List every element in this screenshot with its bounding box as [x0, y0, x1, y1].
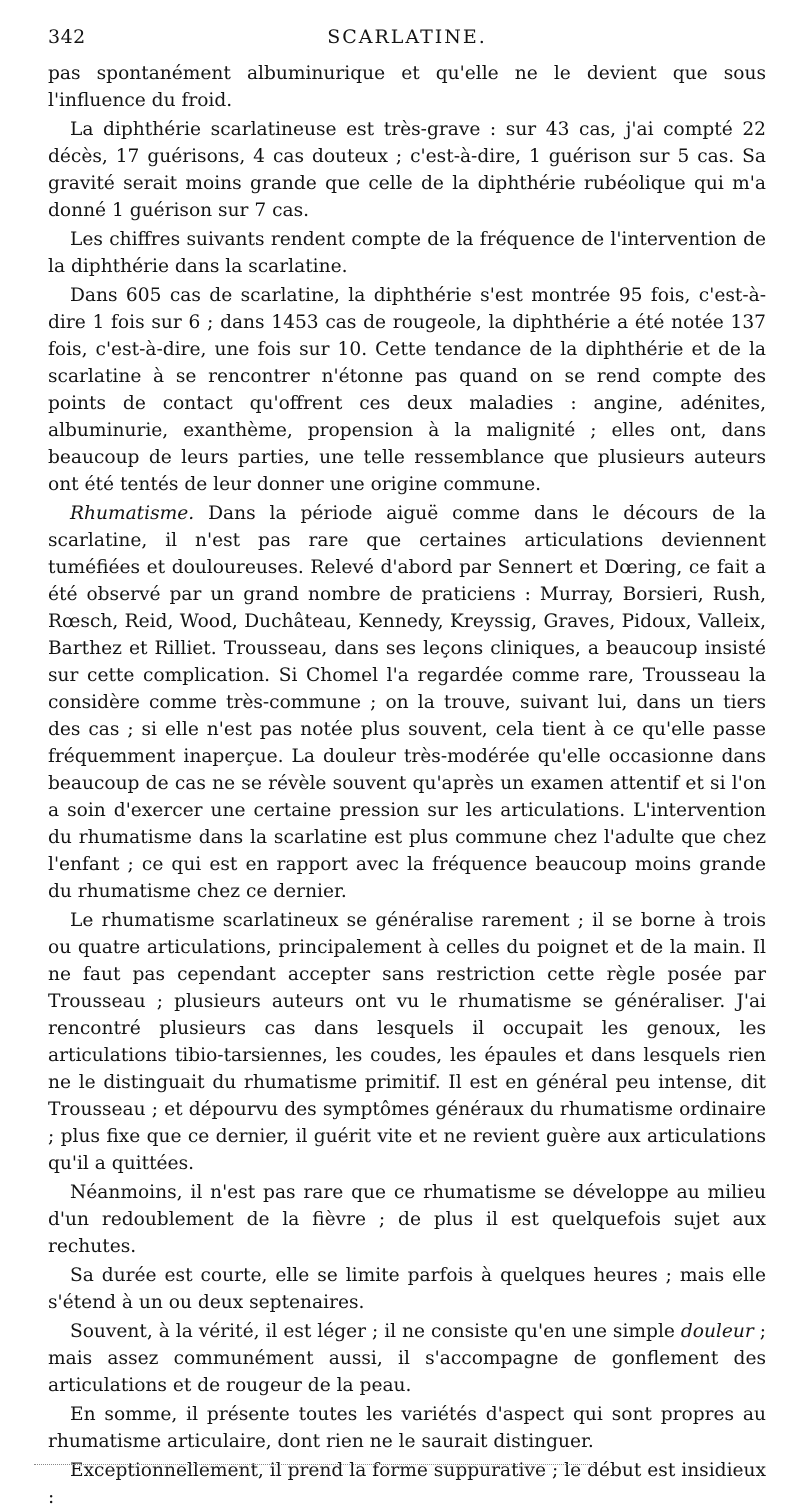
paragraph-rhumatisme: [48, 500, 766, 905]
section-heading-rhumatisme: Rhumatisme.: [70, 503, 195, 524]
paragraph-duree: Sa durée est courte, elle se limite parfois à quelques heures ; mais elle s'étend à un ou deux septenaires.: [48, 1265, 766, 1313]
running-head: SCARLATINE.: [327, 26, 487, 48]
page-number: 342: [48, 26, 86, 48]
italic-douleur: douleur: [680, 1321, 754, 1342]
paragraph-frequency-intro: Les chiffres suivants rendent compte de la fréquence de l'intervention de la diphthérie dans la scarlatine.: [48, 229, 766, 277]
paragraph-souvent-end: ; mais assez communément aussi, il s'accompagne de gonflement des articulations et de rougeur de la peau.: [48, 1321, 766, 1396]
body-text: [48, 60, 766, 1511]
footer-rule: [34, 1464, 594, 1465]
paragraph-en-somme: En somme, il présente toutes les variétés d'aspect qui sont propres au rhumatisme articulaire, dont rien ne le saurait distinguer.: [48, 1404, 766, 1452]
paragraph-continuation: pas spontanément albuminurique et qu'elle ne le devient que sous l'influence du froid.: [48, 63, 766, 111]
paragraph-generalisation: Le rhumatisme scarlatineux se généralise rarement ; il se borne à trois ou quatre articulations, principalement à celles du poignet et de la main. Il ne faut pas cependant accepter sans restriction cette règle posée par Trousseau ; plusieurs auteurs ont vu le rhumatisme se généraliser. J'ai rencontré plusieurs cas dans lesquels il occupait les genoux, les articulations tibio-tarsiennes, les coudes, les épaules et dans lesquels rien ne le distinguait du rhumatisme primitif. Il est en général peu intense, dit Trousseau ; et dépourvu des symptômes généraux du rhumatisme ordinaire ; plus fixe que ce dernier, il guérit vite et ne revient guère aux articulations qu'il a quittées.: [48, 910, 766, 1174]
book-page: [48, 26, 766, 1511]
paragraph-neanmoins: Néanmoins, il n'est pas rare que ce rhumatisme se développe au milieu d'un redoublement de la fièvre ; de plus il est quelquefois sujet aux rechutes.: [48, 1182, 766, 1257]
paragraph-statistics: Dans 605 cas de scarlatine, la diphthérie s'est montrée 95 fois, c'est-à-dire 1 fois sur 6 ; dans 1453 cas de rougeole, la diphthérie a été notée 137 fois, c'est-à-dire, une fois sur 10. Cette tendance de la diphthérie et de la scarlatine à se rencontrer n'étonne pas quand on se rend compte des points de contact qu'offrent ces deux maladies : angine, adénites, albuminurie, exanthème, propension à la malignité ; elles ont, dans beaucoup de leurs parties, une telle ressemblance que plusieurs auteurs ont été tentés de leur donner une origine commune.: [48, 285, 766, 495]
paragraph-souvent-start: Souvent, à la vérité, il est léger ; il ne consiste qu'en une simple: [70, 1321, 681, 1342]
paragraph-exceptionnellement: Exceptionnellement, il prend la forme suppurative ; le début est insidieux :: [48, 1460, 766, 1508]
paragraph-diphtheria-gravity: La diphthérie scarlatineuse est très-grave : sur 43 cas, j'ai compté 22 décès, 17 guérisons, 4 cas douteux ; c'est-à-dire, 1 guérison sur 5 cas. Sa gravité serait moins grande que celle de la diphthérie rubéolique qui m'a donné 1 guérison sur 7 cas.: [48, 119, 766, 221]
page-header: [48, 26, 766, 60]
paragraph-souvent: [48, 1318, 766, 1399]
paragraph-rhumatisme-text: Dans la période aiguë comme dans le décours de la scarlatine, il n'est pas rare que certaines articulations deviennent tuméfiées et douloureuses. Relevé d'abord par Sennert et Dœring, ce fait a été observé par un grand nombre de praticiens : Murray, Borsieri, Rush, Rœsch, Reid, Wood, Duchâteau, Kennedy, Kreyssig, Graves, Pidoux, Valleix, Barthez et Rilliet. Trousseau, dans ses leçons cliniques, a beaucoup insisté sur cette complication. Si Chomel l'a regardée comme rare, Trousseau la considère comme très-commune ; on la trouve, suivant lui, dans un tiers des cas ; si elle n'est pas notée plus souvent, cela tient à ce qu'elle passe fréquemment inaperçue. La douleur très-modérée qu'elle occasionne dans beaucoup de cas ne se révèle souvent qu'après un examen attentif et si l'on a soin d'exercer une certaine pression sur les articulations. L'intervention du rhumatisme dans la scarlatine est plus commune chez l'adulte que chez l'enfant ; ce qui est en rapport avec la fréquence beaucoup moins grande du rhumatisme chez ce dernier.: [48, 503, 766, 902]
